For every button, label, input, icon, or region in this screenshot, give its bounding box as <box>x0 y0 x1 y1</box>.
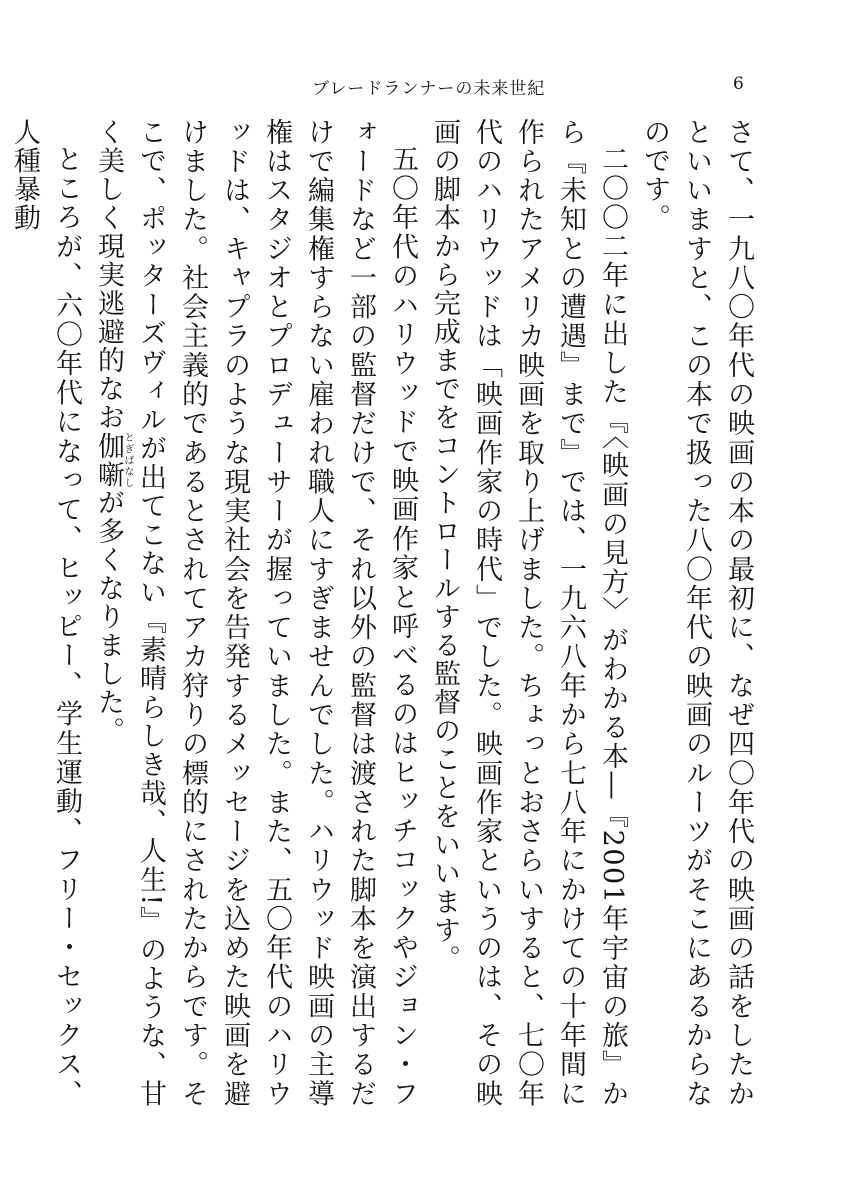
paragraph-2: 二〇〇二年に出した『〈映画の見方〉がわかる本―『2001年宇宙の旅』から『未知との遭遇』まで』では、一九六八年から七八年にかけての十年間に作られたアメリカ映画を取り上げました。ちょっとおさらいすると、七〇年代のハリウッドは「映画作家の時代」でした。映画作家というのは、その映画の脚本から完成までをコントロールする監督のことをいいます。 <box>429 118 628 1108</box>
body-text <box>3 118 759 1108</box>
paragraph-3-text-end: が多くなりました。 <box>93 488 124 745</box>
furigana-otogibanashi <box>93 431 133 489</box>
page-number: 6 <box>733 74 745 94</box>
paragraph-3-text: 五〇年代のハリウッドで映画作家と呼べるのはヒッチコックやジョン・フォードなど一部の監督だけで、それ以外の監督は渡された脚本を演出するだけで編集権すらない雇われ職人にすぎませんでした。ハリウッド映画の主導権はスタジオとプロデューサーが握っていました。また、五〇年代のハリウッドは、キャプラのような現実社会を告発するメッセージを込めた映画を避けました。社会主義的であるとされてアカ狩りの標的にされたからです。そこで、ポッターズヴィルが出てこない『素晴らしき哉、人生!』のような、甘く美しく現実逃避的なお <box>93 118 418 1108</box>
paragraph-3 <box>87 118 423 1108</box>
book-title: ブレードランナーの未来世紀 <box>312 79 546 99</box>
ruby-base: 伽噺 <box>93 431 124 489</box>
paragraph-1: さて、一九八〇年代の映画の本の最初に、なぜ四〇年代の映画の話をしたかといいますと、この本で扱った八〇年代の映画のルーツがそこにあるからなのです。 <box>639 118 754 1108</box>
ruby-reading: とぎばなし <box>122 431 133 489</box>
paragraph-4: ところが、六〇年代になって、ヒッピー、学生運動、フリー・セックス、人種暴動 <box>9 118 82 1108</box>
running-header <box>0 74 841 98</box>
